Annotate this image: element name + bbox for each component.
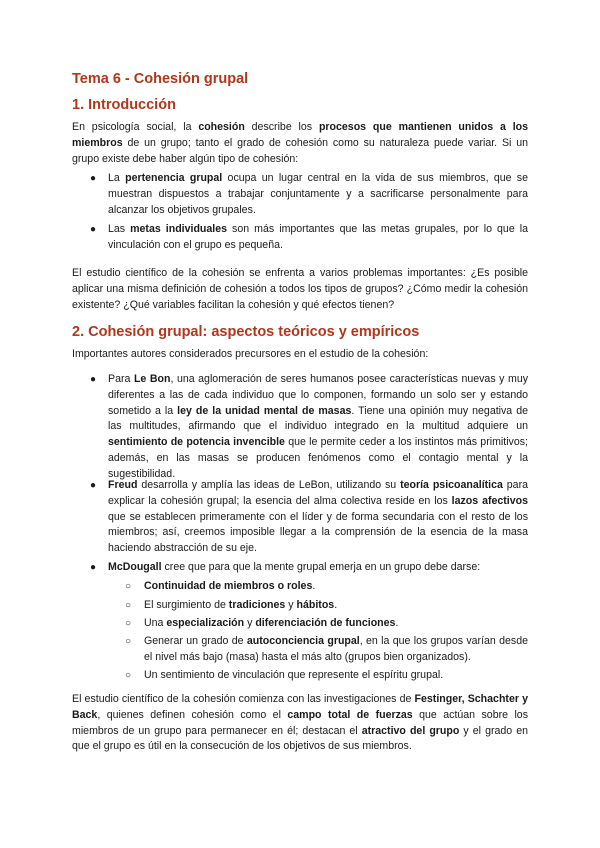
bullet-icon: ● <box>90 224 97 235</box>
section-heading-introduccion: 1. Introducción <box>72 97 176 113</box>
bullet-metas: Las metas individuales son más importantes que las metas grupales, por lo que la vinculación con el grupo es pequeña. <box>108 223 528 251</box>
sub-item-autoconciencia: Generar un grado de autoconciencia grupal, en la que los grupos varían desde el nivel más bajo (masa) hasta el más alto (grupos bien organizados). <box>144 635 528 663</box>
bullet-icon: ● <box>90 173 97 184</box>
bullet-mcdougall: McDougall cree que para que la mente grupal emerja en un grupo debe darse: <box>108 561 481 573</box>
sub-bullet-icon: ○ <box>125 618 132 629</box>
authors-intro: Importantes autores considerados precursores en el estudio de la cohesión: <box>72 348 429 360</box>
sub-bullet-icon: ○ <box>125 670 132 681</box>
sub-item-tradiciones: El surgimiento de tradiciones y hábitos. <box>144 599 338 611</box>
bullet-icon: ● <box>90 374 97 385</box>
sub-item-especializacion: Una especialización y diferenciación de funciones. <box>144 617 399 629</box>
bullet-freud: Freud desarrolla y amplía las ideas de LeBon, utilizando su teoría psicoanalítica para explicar la cohesión grupal; la esencia del alma colectiva reside en los lazos afectivos que se establecen primeramente con el líder y de forma secundaria con el resto de los miembros; así, creemos imposible llegar a la comprensión de la esencia de la masa haciendo abstracción de su eje. <box>108 479 529 555</box>
sub-bullet-icon: ○ <box>125 600 132 611</box>
intro-paragraph: En psicología social, la cohesión describe los procesos que mantienen unidos a los miembros de un grupo; tanto el grado de cohesión como su naturaleza puede variar. Si un grupo existe debe haber algún tipo de cohesión: <box>72 121 528 165</box>
bullet-pertenencia: La pertenencia grupal ocupa un lugar central en la vida de sus miembros, que se muestran dispuestos a trabajar conjuntamente y a sacrificarse personalmente para alcanzar los objetivos grupales. <box>108 172 528 216</box>
bullet-icon: ● <box>90 562 97 573</box>
bullet-icon: ● <box>90 480 97 491</box>
problems-paragraph: El estudio científico de la cohesión se enfrenta a varios problemas importantes: ¿Es posible aplicar una misma definición de cohesión a todos los tipos de grupos? ¿Cómo medir la cohesión existente? ¿Qué variables facilitan la cohesión y qué efectos tienen? <box>72 267 528 311</box>
closing-paragraph: El estudio científico de la cohesión comienza con las investigaciones de Festinger, Schachter y Back, quienes definen cohesión como el campo total de fuerzas que actúan sobre los miembros de un grupo para permanecer en él; destacan el atractivo del grupo y el grado en que el grupo es útil en la consecución de los objetivos de sus miembros. <box>72 693 529 753</box>
page-title: Tema 6 - Cohesión grupal <box>72 71 249 87</box>
bullet-le-bon: Para Le Bon, una aglomeración de seres humanos posee características nuevas y muy diferentes a las de cada individuo que lo componen, formando un solo ser y estando sometido a la ley de la unidad mental de masas. Tiene una opinión muy negativa de las multitudes, afirmando que el individuo integrado en la multitud adquiere un sentimiento de potencia invencible que le permite ceder a los instintos más primitivos; además, en las masas se producen fenómenos como el contagio mental y la sugestibilidad. <box>108 373 529 480</box>
section-heading-aspectos: 2. Cohesión grupal: aspectos teóricos y empíricos <box>72 324 420 340</box>
sub-item-vinculacion: Un sentimiento de vinculación que represente el espíritu grupal. <box>144 669 444 681</box>
sub-bullet-icon: ○ <box>125 636 132 647</box>
sub-bullet-icon: ○ <box>125 581 132 592</box>
sub-item-continuidad: Continuidad de miembros o roles. <box>144 580 316 592</box>
